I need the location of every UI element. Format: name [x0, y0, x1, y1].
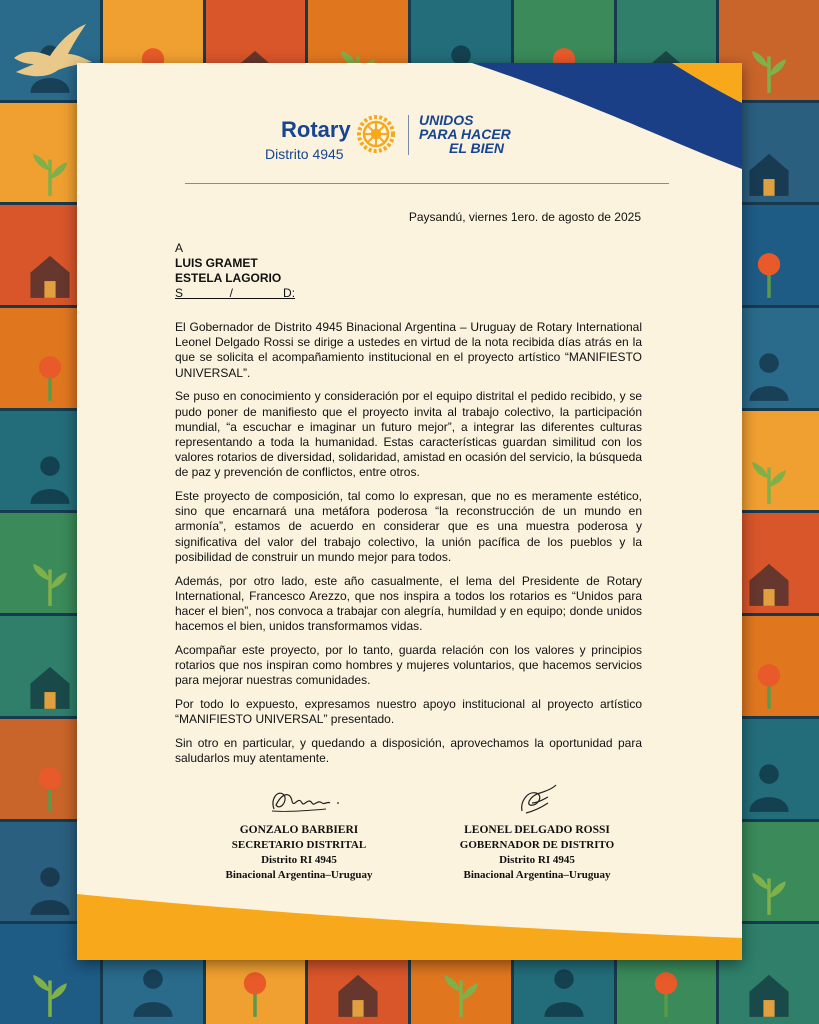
plant-icon [741, 441, 797, 511]
flower-icon [638, 954, 694, 1024]
flower-icon [22, 749, 78, 819]
plant-icon [433, 954, 489, 1024]
plant-icon [22, 954, 78, 1024]
rotary-wordmark: Rotary [281, 117, 351, 142]
signature-block-governor [417, 781, 657, 883]
slogan-line: EL BIEN [449, 140, 504, 156]
letter-page [77, 63, 742, 960]
recipient-block [175, 241, 295, 301]
house-icon [330, 954, 386, 1024]
person-silhouette-icon [125, 954, 181, 1024]
district-label: Distrito 4945 [265, 146, 344, 162]
body-paragraph: Sin otro en particular, y quedando a disposición, aprovechamos la oportunidad para saludarlos muy atentamente. [175, 735, 642, 766]
signer-district: Distrito RI 4945 [261, 854, 337, 866]
signer-role: GOBERNADOR DE DISTRITO [459, 839, 615, 851]
signer-region: Binacional Argentina–Uruguay [463, 869, 611, 881]
house-icon [22, 235, 78, 305]
recipient-name: ESTELA LAGORIO [175, 271, 282, 285]
flower-icon [741, 646, 797, 716]
person-silhouette-icon [741, 749, 797, 819]
header-divider [408, 115, 409, 155]
handwritten-signature [244, 781, 354, 819]
signer-name: LEONEL DELGADO ROSSI [464, 824, 610, 836]
body-paragraph: Acompañar este proyecto, por lo tanto, guarda relación con los valores y principios rotarios que nos inspiran como hombres y mujeres voluntarios, que hacemos servicios para mejorar nuestras comunidades. [175, 642, 642, 688]
plant-icon [741, 852, 797, 922]
house-icon [741, 954, 797, 1024]
person-silhouette-icon [22, 852, 78, 922]
recipient-name: LUIS GRAMET [175, 256, 258, 270]
flower-icon [741, 235, 797, 305]
person-silhouette-icon [741, 338, 797, 408]
flower-icon [227, 954, 283, 1024]
signer-name: GONZALO BARBIERI [239, 824, 359, 836]
plant-icon [22, 543, 78, 613]
plant-icon [741, 30, 797, 100]
flower-icon [22, 338, 78, 408]
slogan-line: PARA HACER [419, 126, 511, 142]
bottom-wave-decoration [77, 880, 742, 960]
person-silhouette-icon [22, 441, 78, 511]
person-silhouette-icon [536, 954, 592, 1024]
handwritten-signature [482, 781, 592, 819]
body-paragraph: Se puso en conocimiento y consideración por el equipo distrital el pedido recibido, y se pudo poner de manifiesto que el proyecto invita al trabajo colectivo, la participación mundial, “a escuchar e imaginar un futuro mejor”, a integrar las diferentes culturas representando a toda la humanidad. Estas características guardan similitud con los valores rotarios de diversidad, solidaridad, amistad en ocasión del servicio, la búsqueda de paz y prevención de conflictos, entre otros. [175, 389, 642, 480]
plant-icon [22, 133, 78, 203]
rotary-wheel-icon [355, 113, 397, 155]
house-icon [22, 646, 78, 716]
recipient-prefix: A [175, 241, 184, 255]
signer-district: Distrito RI 4945 [499, 854, 575, 866]
signature-block-secretary [179, 781, 419, 883]
body-paragraph: El Gobernador de Distrito 4945 Binacional Argentina – Uruguay de Rotary International Leonel Delgado Rossi se dirige a ustedes en virtud de la nota recibida días atrás en la que se solicita el acompañamiento institucional en el proyecto artístico “MANIFIESTO UNIVERSAL”. [175, 320, 642, 380]
letter-body [175, 320, 642, 775]
house-icon [741, 543, 797, 613]
slogan [419, 113, 511, 155]
header-rule [185, 183, 669, 184]
signer-region: Binacional Argentina–Uruguay [225, 869, 373, 881]
letterhead [265, 113, 565, 163]
date-line: Paysandú, viernes 1ero. de agosto de 2025 [408, 210, 641, 224]
sd-line: S / D: [175, 286, 296, 300]
body-paragraph: Por todo lo expuesto, expresamos nuestro apoyo institucional al proyecto artístico “MANIFIESTO UNIVERSAL” presentado. [175, 696, 642, 727]
signer-role: SECRETARIO DISTRITAL [231, 839, 367, 851]
slogan-line: UNIDOS [419, 112, 474, 128]
body-paragraph: Este proyecto de composición, tal como lo expresan, que no es meramente estético, sino que encarnará una metáfora poderosa “la reconstrucción de un mundo en armonía”, estamos de acuerdo en considerar que es una muestra poderosa y significativa del valor del trabajo colectivo, la unión pacífica de los pueblos y la posibilidad de construir un mundo mejor para todos. [175, 489, 642, 564]
house-icon [741, 133, 797, 203]
body-paragraph: Además, por otro lado, este año casualmente, el lema del Presidente de Rotary International, Francesco Arezzo, que nos inspira a todos los rotarios es “Unidos para hacer el bien”, nos convoca a trabajar con alegría, humildad y en equipo; donde unidos hacemos el bien, unidos transformamos vidas. [175, 573, 642, 634]
